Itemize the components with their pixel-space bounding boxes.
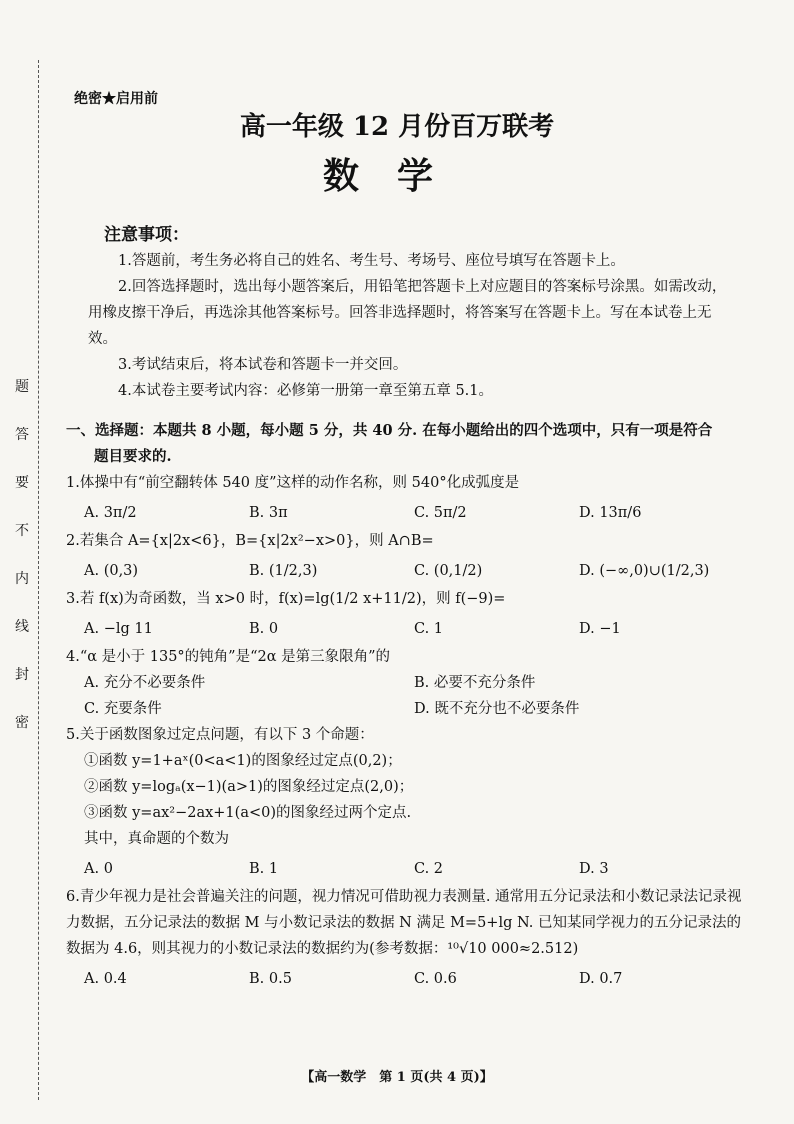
section-title-cont: 题目要求的.	[94, 448, 172, 465]
option: B. (1/2,3)	[249, 563, 318, 579]
binding-char: 答	[15, 427, 29, 443]
option: D. 既不充分也不必要条件	[414, 701, 580, 717]
question-line: ①函数 y=1+aˣ(0<a<1)的图象经过定点(0,2)；	[84, 753, 402, 769]
option: B. 0.5	[249, 971, 292, 987]
exam-title: 高一年级 12 月份百万联考	[239, 112, 555, 142]
binding-warning	[10, 380, 34, 764]
binding-char: 要	[15, 475, 29, 491]
option: A. 充分不必要条件	[84, 675, 206, 691]
option: A. 3π/2	[84, 505, 137, 521]
question-options	[84, 500, 746, 526]
questions-area	[66, 418, 746, 994]
question-options	[84, 966, 746, 992]
page-footer: 【高一数学 第 1 页(共 4 页)】	[301, 1070, 493, 1085]
option: A. 0.4	[84, 971, 127, 987]
question-stem: 3.若 f(x)为奇函数，当 x>0 时，f(x)=lg(1/2 x+11/2)，则 f(−9)=	[66, 591, 506, 607]
question-line: 其中，真命题的个数为	[84, 831, 229, 847]
option: B. 3π	[249, 505, 288, 521]
question-options	[84, 558, 746, 584]
option: C. 5π/2	[414, 505, 467, 521]
option: D. 13π/6	[579, 505, 642, 521]
question-stem: 4.“α 是小于 135°的钝角”是“2α 是第三象限角”的	[66, 649, 391, 665]
question-line: ②函数 y=logₐ(x−1)(a>1)的图象经过定点(2,0)；	[84, 779, 414, 795]
option: C. 充要条件	[84, 701, 162, 717]
question-options	[84, 616, 746, 642]
binding-char: 不	[15, 523, 29, 539]
question-options	[84, 670, 746, 722]
question-stem: 2.若集合 A={x|2x<6}，B={x|2x²−x>0}，则 A∩B=	[66, 533, 434, 549]
notice-title: 注意事项：	[104, 225, 189, 245]
question-stem: 1.体操中有“前空翻转体 540 度”这样的动作名称，则 540°化成弧度是	[66, 475, 520, 491]
binding-char: 封	[15, 667, 29, 683]
question-stem: 5.关于函数图象过定点问题，有以下 3 个命题：	[66, 727, 374, 743]
option: D. (−∞,0)∪(1/2,3)	[579, 563, 710, 579]
option: A. 0	[84, 861, 113, 877]
option: A. −lg 11	[84, 621, 153, 637]
option: D. −1	[579, 621, 621, 637]
option: D. 3	[579, 861, 609, 877]
option: C. (0,1/2)	[414, 563, 483, 579]
binding-char: 题	[15, 379, 29, 395]
notice-item: 1.答题前，考生务必将自己的姓名、考生号、考场号、座位号填写在答题卡上。	[118, 253, 625, 269]
binding-char: 线	[15, 619, 29, 635]
question-options	[84, 856, 746, 882]
confidential-note: 绝密★启用前	[74, 91, 158, 107]
notice-item: 2.回答选择题时，选出每小题答案后，用铅笔把答题卡上对应题目的答案标号涂黑。如需改动，用橡皮擦干净后，再选涂其他答案标号。回答非选择题时，将答案写在答题卡上。写在本试卷上无效。	[88, 279, 727, 347]
option: C. 0.6	[414, 971, 457, 987]
binding-dashed-line	[38, 60, 39, 1100]
question-stem: 6.青少年视力是社会普遍关注的问题，视力情况可借助视力表测量. 通常用五分记录法和小数记录法记录视力数据，五分记录法的数据 M 与小数记录法的数据 N 满足 M=5+lg N. 已知某同学视力的五分记录法的数据为 4.6，则其视力的小数记录法的数据约为(参考数据：¹⁰√10 000≈2.512)	[66, 889, 742, 957]
notice-item: 4.本试卷主要考试内容：必修第一册第一章至第五章 5.1。	[118, 383, 494, 399]
option: C. 1	[414, 621, 444, 637]
option: B. 0	[249, 621, 279, 637]
question-line: ③函数 y=ax²−2ax+1(a<0)的图象经过两个定点.	[84, 805, 412, 821]
option: B. 必要不充分条件	[414, 675, 536, 691]
option: A. (0,3)	[84, 563, 139, 579]
section-title: 一、选择题：本题共 8 小题，每小题 5 分，共 40 分. 在每小题给出的四个选项中，只有一项是符合	[66, 422, 713, 439]
notice-item: 3.考试结束后，将本试卷和答题卡一并交回。	[118, 357, 408, 373]
binding-char: 内	[15, 571, 29, 587]
option: D. 0.7	[579, 971, 623, 987]
notice-block	[88, 222, 728, 404]
option: B. 1	[249, 861, 279, 877]
subject-title: 数学	[322, 155, 471, 197]
binding-char: 密	[15, 715, 29, 731]
option: C. 2	[414, 861, 444, 877]
